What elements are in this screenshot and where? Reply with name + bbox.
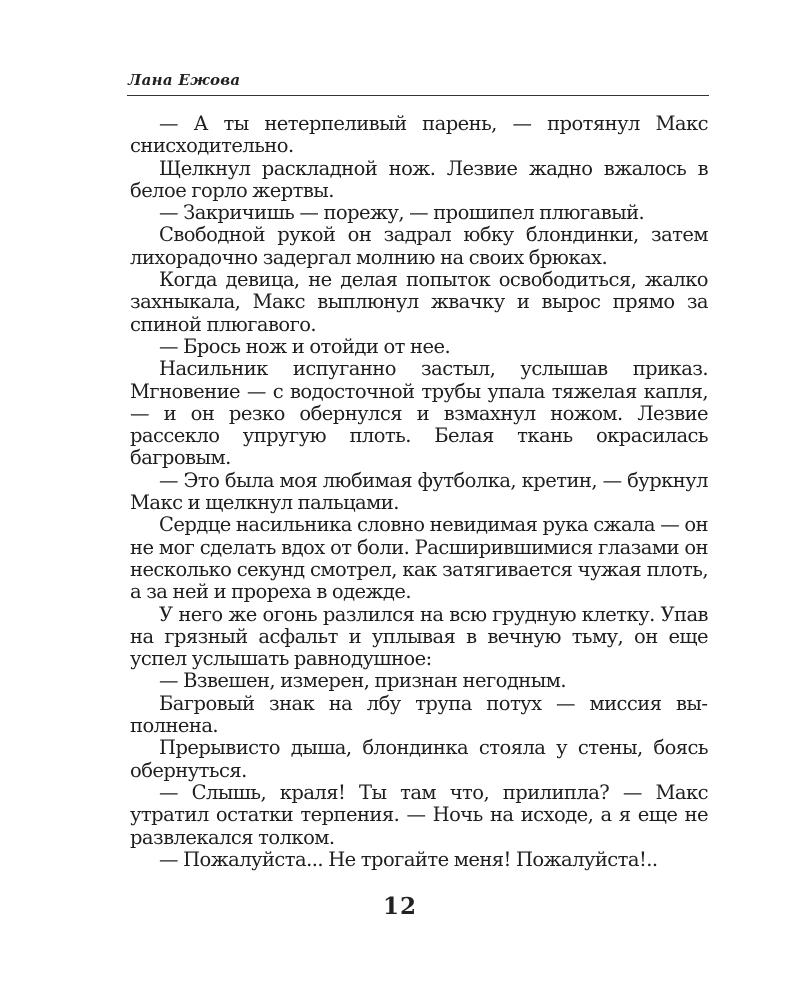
- paragraph: Сердце насильника словно невидимая рука сжала — он не мог сделать вдох от боли. Расширившимися глазами он несколько секунд смотрел, как затягивается чужая плоть, а за ней и прореха в одежде.: [130, 513, 708, 604]
- paragraph: — Закричишь — порежу, — прошипел плюгавый.: [159, 201, 645, 225]
- header-rule: [127, 95, 709, 96]
- paragraph: Багровый знак на лбу трупа потух — миссия выполнена.: [130, 691, 708, 738]
- page-number: 12: [382, 893, 417, 920]
- paragraph: — Пожалуйста... Не трогайте меня! Пожалуйста!..: [159, 847, 658, 871]
- paragraph: Прерывисто дыша, блондинка стояла у стены, боясь обернуться.: [130, 736, 708, 782]
- paragraph: — Слышь, краля! Ты там что, прилипла? — Макс утратил остатки терпения. — Ночь на исходе, а я еще не развлекался толком.: [130, 780, 708, 849]
- paragraph: У него же огонь разлился на всю грудную клетку. Упав на грязный асфальт и уплывая в вечную тьму, он еще успел услышать равнодушное:: [130, 602, 708, 671]
- body-text: [130, 113, 708, 871]
- paragraph: Щелкнул раскладной нож. Лезвие жадно вжалось в белое горло жертвы.: [130, 156, 708, 202]
- paragraph: — Брось нож и отойди от нее.: [159, 334, 451, 358]
- paragraph: Когда девица, не делая попыток освободиться, жалко захныкала, Макс выплюнул жвачку и вырос прямо за спиной плюгавого.: [130, 268, 708, 336]
- paragraph: — Это была моя любимая футболка, кретин, — буркнул Макс и щелкнул пальцами.: [130, 468, 708, 515]
- paragraph: Насильник испуганно застыл, услышав приказ. Мгновение — с водосточной трубы упала тяжелая капля, — и он резко обернулся и взмахнул ножом. Лезвие рассекло упругую плоть. Белая ткань окрасилась багровым.: [130, 357, 708, 470]
- paragraph: Свободной рукой он задрал юбку блондинки, затем лихорадочно задергал молнию на своих брюках.: [130, 223, 708, 269]
- paragraph: — Взвешен, измерен, признан негодным.: [159, 669, 566, 693]
- paragraph: — А ты нетерпеливый парень, — протянул Макс снисходительно.: [130, 112, 708, 158]
- running-head-author: Лана Ежова: [128, 71, 241, 89]
